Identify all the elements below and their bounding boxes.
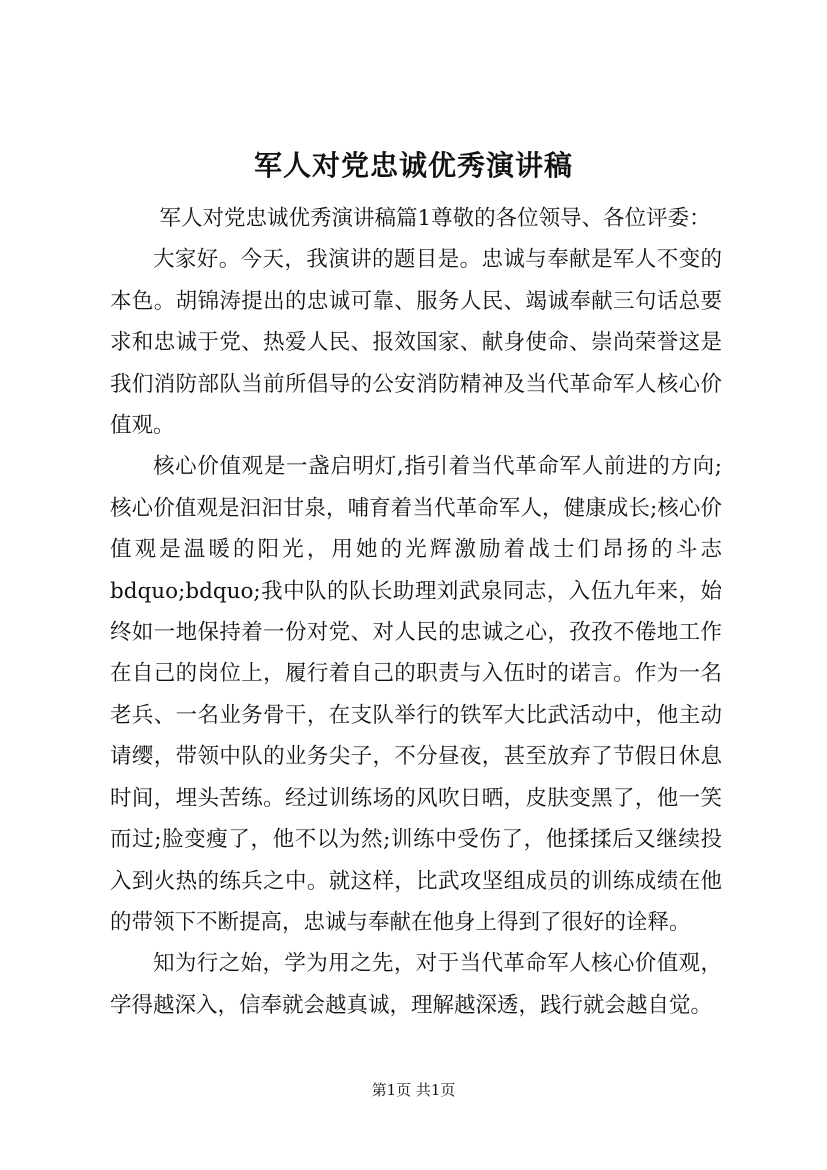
page-footer: 第1页 共1页 — [371, 1081, 456, 1099]
document-title: 军人对党忠诚优秀演讲稿 — [253, 149, 573, 182]
paragraph-1: 军人对党忠诚优秀演讲稿篇1尊敬的各位领导、各位评委： — [159, 206, 711, 231]
paragraph-4: 知为行之始，学为用之先，对于当代革命军人核心价值观，学得越深入，信奉就会越真诚，理解越深透，践行就会越自觉。 — [110, 951, 722, 1018]
paragraph-2: 大家好。今天，我演讲的题目是。忠诚与奉献是军人不变的本色。胡锦涛提出的忠诚可靠、服务人民、竭诚奉献三句话总要求和忠诚于党、热爱人民、报效国家、献身使命、崇尚荣誉这是我们消防部队当前所倡导的公安消防精神及当代革命军人核心价值观。 — [110, 247, 722, 439]
paragraph-3: 核心价值观是一盏启明灯,指引着当代革命军人前进的方向;核心价值观是汩汩甘泉，哺育着当代革命军人，健康成长;核心价值观是温暖的阳光，用她的光辉激励着战士们昂扬的斗志bdquo;bdquo;我中队的队长助理刘武泉同志，入伍九年来，始终如一地保持着一份对党、对人民的忠诚之心，孜孜不倦地工作在自己的岗位上，履行着自己的职责与入伍时的诺言。作为一名老兵、一名业务骨干，在支队举行的铁军大比武活动中，他主动请缨，带领中队的业务尖子，不分昼夜，甚至放弃了节假日休息时间，埋头苦练。经过训练场的风吹日晒，皮肤变黑了，他一笑而过;脸变瘦了，他不以为然;训练中受伤了，他揉揉后又继续投入到火热的练兵之中。就这样，比武攻坚组成员的训练成绩在他的带领下不断提高，忠诚与奉献在他身上得到了很好的诠释。 — [110, 454, 722, 935]
document-body — [110, 198, 722, 1026]
